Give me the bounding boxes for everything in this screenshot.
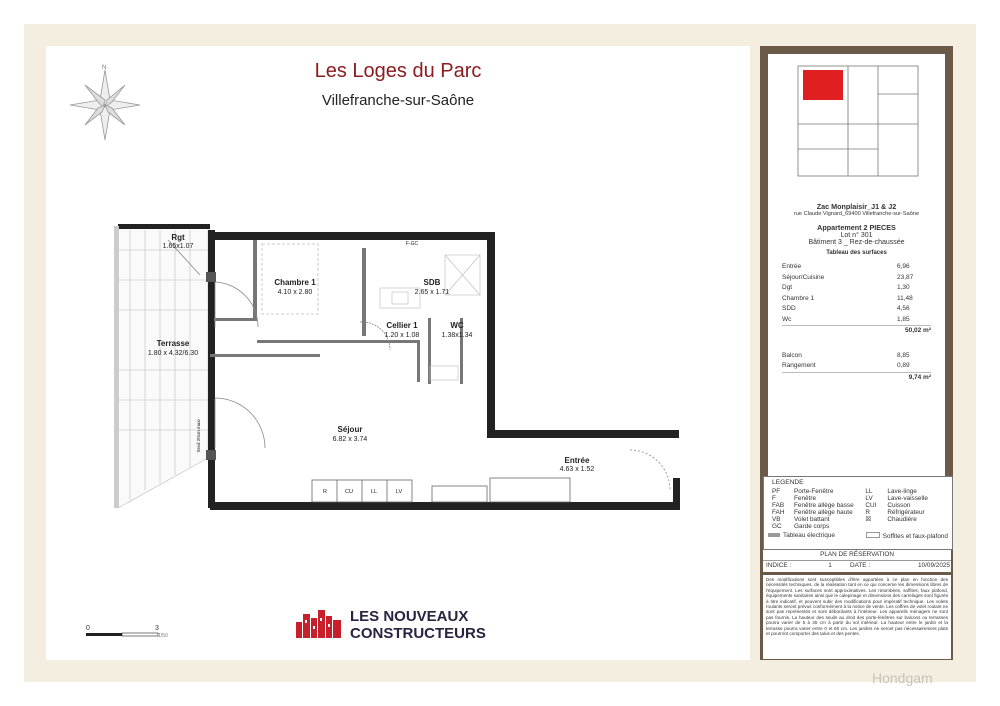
surface-value: 11,48 bbox=[897, 294, 913, 302]
legend-tableau: Tableau électrique bbox=[768, 532, 835, 540]
room-dims: 2.65 x 1.71 bbox=[414, 289, 450, 296]
surface-label: SDD bbox=[782, 305, 796, 312]
legend-code: LV bbox=[865, 495, 873, 502]
surface-value: 1,30 bbox=[897, 284, 910, 291]
reservation-box bbox=[763, 550, 951, 572]
surface-info bbox=[768, 196, 945, 478]
scale-end: 3 bbox=[155, 625, 159, 632]
seuil-label: Seuil 20cm maxi bbox=[196, 419, 201, 453]
legend-code: F bbox=[772, 495, 776, 502]
legend-label: Porte-Fenêtre bbox=[794, 488, 834, 495]
surface-row bbox=[768, 304, 945, 315]
surface-label: Entrée bbox=[782, 263, 802, 270]
legend-soffites: Soffites et faux-plafond bbox=[866, 532, 948, 540]
legend-code: LL bbox=[865, 488, 873, 495]
brand-name bbox=[350, 608, 486, 642]
legend-label: Fenêtre allège haute bbox=[794, 509, 853, 516]
lot-number: Lot n° 301 bbox=[840, 232, 873, 239]
surface-label: Chambre 1 bbox=[782, 294, 815, 302]
legend-item bbox=[772, 495, 865, 502]
scale-unit: 1/50 bbox=[158, 633, 168, 639]
project-city: Villefranche-sur-Saône bbox=[321, 92, 475, 109]
scale-bar bbox=[86, 625, 168, 639]
table-title: Tableau des surfaces bbox=[826, 250, 887, 256]
soffites-icon bbox=[866, 532, 880, 538]
surface-row bbox=[768, 283, 945, 294]
room-dims: 1.65x1.07 bbox=[162, 243, 194, 250]
key-plan-thumbnail bbox=[768, 54, 945, 196]
indice-label: INDICE : bbox=[766, 562, 792, 569]
surfaces-total: 50,02 m² bbox=[782, 325, 931, 337]
scale-start: 0 bbox=[86, 625, 90, 632]
legend-item bbox=[772, 523, 865, 530]
room-dims: 1.38x1.34 bbox=[441, 332, 473, 339]
surface-label: Balcon bbox=[782, 351, 802, 359]
surface-value: 4,56 bbox=[897, 305, 910, 312]
surface-label: Rangement bbox=[782, 362, 816, 369]
legend-item bbox=[865, 502, 944, 509]
surface-row bbox=[768, 273, 945, 284]
legend-item bbox=[865, 516, 944, 523]
disclaimer-notes: Des modifications sont susceptibles d'être apportées à ce plan en fonction des nécessités techniques, de la réalisation tant en ce qui concerne les dimensions libres de l'équipement. Les surfaces sont approximatives. Les retombées, soffites, faux plafond, équipements sanitaires ainsi que le calepinage et dimensions des carrelages sont figurés à titre indicatif, et peuvent subir des modifications pour impératif technique. Les volets roulants seront prévus conformément à la notice de vente. Les coffres de volet roulant ne sont pas représentés et sont débordants à l'intérieur. Les appareils ménagers ne sont pas fournis. La hauteur des seuils au droit des porte-fenêtres sur balcons ou terrasses pourra varier de 5 à 35 cm à partir du sol intérieur. La hauteur entre le jardin et la terrasse pourra varier entre 0 et 60 cm. Les jardins ne seront pas nécessairement plats et pourront comporter des talus et des pentes. bbox=[763, 575, 951, 659]
appliance-label: R bbox=[323, 489, 327, 495]
chaudiere-icon: ☒ bbox=[865, 516, 872, 523]
legend-item bbox=[865, 509, 944, 516]
compass-rose-icon bbox=[70, 70, 140, 140]
legend-box bbox=[763, 476, 953, 550]
legend-code: FAH bbox=[772, 509, 785, 516]
room-name: Terrasse bbox=[156, 339, 190, 348]
surface-value: 8,85 bbox=[897, 351, 910, 359]
zac-name: Zac Monplaisir_J1 & J2 bbox=[816, 202, 897, 211]
legend-code: FAB bbox=[772, 502, 785, 509]
surface-row bbox=[768, 315, 945, 326]
surface-row bbox=[768, 351, 945, 362]
indice-value: 1 bbox=[828, 562, 832, 569]
project-title: Les Loges du Parc bbox=[314, 60, 482, 82]
surface-row bbox=[768, 361, 945, 372]
legend-label: Garde corps bbox=[794, 523, 830, 530]
legend-label: Chaudière bbox=[887, 516, 917, 523]
legend-label: Lave-vaisselle bbox=[887, 495, 928, 502]
appliance-label: LV bbox=[395, 489, 403, 495]
room-dims: 1.20 x 1.08 bbox=[384, 332, 420, 339]
zac-address: rue Claude Vignard_69400 Villefranche-sur-Saône bbox=[793, 211, 920, 217]
legend-code: R bbox=[865, 509, 870, 516]
highlighted-lot bbox=[803, 70, 843, 100]
surface-label: Séjour/Cuisine bbox=[782, 273, 825, 281]
legend-item bbox=[865, 495, 944, 502]
legend-code: PF bbox=[772, 488, 781, 495]
room-name: WC bbox=[450, 321, 464, 330]
room-name: Séjour bbox=[337, 425, 363, 434]
date-label: DATE : bbox=[850, 562, 871, 569]
legend-label: Fenêtre bbox=[794, 495, 817, 502]
legend-code: GC bbox=[772, 523, 782, 530]
room-name: Entrée bbox=[564, 456, 590, 465]
apartment-type: Appartement 2 PIECES bbox=[817, 223, 896, 232]
legend-code: CUI bbox=[865, 502, 877, 509]
brand-line-2: CONSTRUCTEURS bbox=[350, 625, 486, 642]
room-name: SDB bbox=[423, 278, 441, 287]
legend-label: Lave-linge bbox=[887, 488, 917, 495]
legend-item bbox=[772, 516, 865, 523]
terrace bbox=[118, 228, 208, 508]
room-name: Cellier 1 bbox=[386, 321, 418, 330]
legend-item bbox=[772, 488, 865, 495]
key-plan-drawing bbox=[768, 54, 945, 196]
north-label: N bbox=[102, 65, 107, 71]
brand-line-1: LES NOUVEAUX bbox=[350, 608, 469, 625]
appliance-label: LL bbox=[370, 489, 378, 495]
legend-label: Volet battant bbox=[794, 516, 830, 523]
annexes-total: 9,74 m² bbox=[782, 372, 931, 384]
room-dims: 4.63 x 1.52 bbox=[559, 466, 595, 473]
brand-logo-icon bbox=[296, 610, 341, 638]
legend-code: VB bbox=[772, 516, 781, 523]
surface-row bbox=[768, 262, 945, 273]
room-dims: 4.10 x 2.80 bbox=[277, 289, 313, 296]
surface-value: 6,96 bbox=[897, 263, 910, 270]
reservation-title: PLAN DE RÉSERVATION bbox=[763, 550, 951, 561]
date-value: 10/09/2025 bbox=[918, 562, 950, 569]
legend-title: LEGENDE bbox=[772, 479, 804, 486]
surface-label: Wc bbox=[782, 315, 792, 323]
room-dims: 6.82 x 3.74 bbox=[332, 436, 368, 443]
room-name: Rgt bbox=[171, 233, 185, 242]
legend-item bbox=[772, 502, 865, 509]
surface-label: Dgt bbox=[782, 284, 793, 291]
tableau-icon bbox=[768, 533, 780, 537]
legend-item bbox=[865, 488, 944, 495]
legend-label: Fenêtre allège basse bbox=[794, 502, 854, 509]
fgc-label: F-GC bbox=[405, 241, 419, 247]
surface-row bbox=[768, 294, 945, 305]
building: Bâtiment 3 _ Rez-de-chaussée bbox=[808, 239, 905, 246]
legend-label: Cuisson bbox=[887, 502, 911, 509]
surface-value: 23,87 bbox=[897, 273, 914, 281]
legend-label: Réfrigérateur bbox=[887, 509, 925, 516]
watermark: Hondgam bbox=[872, 670, 933, 686]
legend-item bbox=[772, 509, 865, 516]
surface-value: 0,89 bbox=[897, 362, 910, 369]
surface-value: 1,85 bbox=[897, 315, 910, 323]
appliance-label: CU bbox=[345, 489, 353, 495]
room-name: Chambre 1 bbox=[274, 278, 316, 287]
room-dims: 1.80 x 4.32/6.30 bbox=[147, 350, 199, 357]
